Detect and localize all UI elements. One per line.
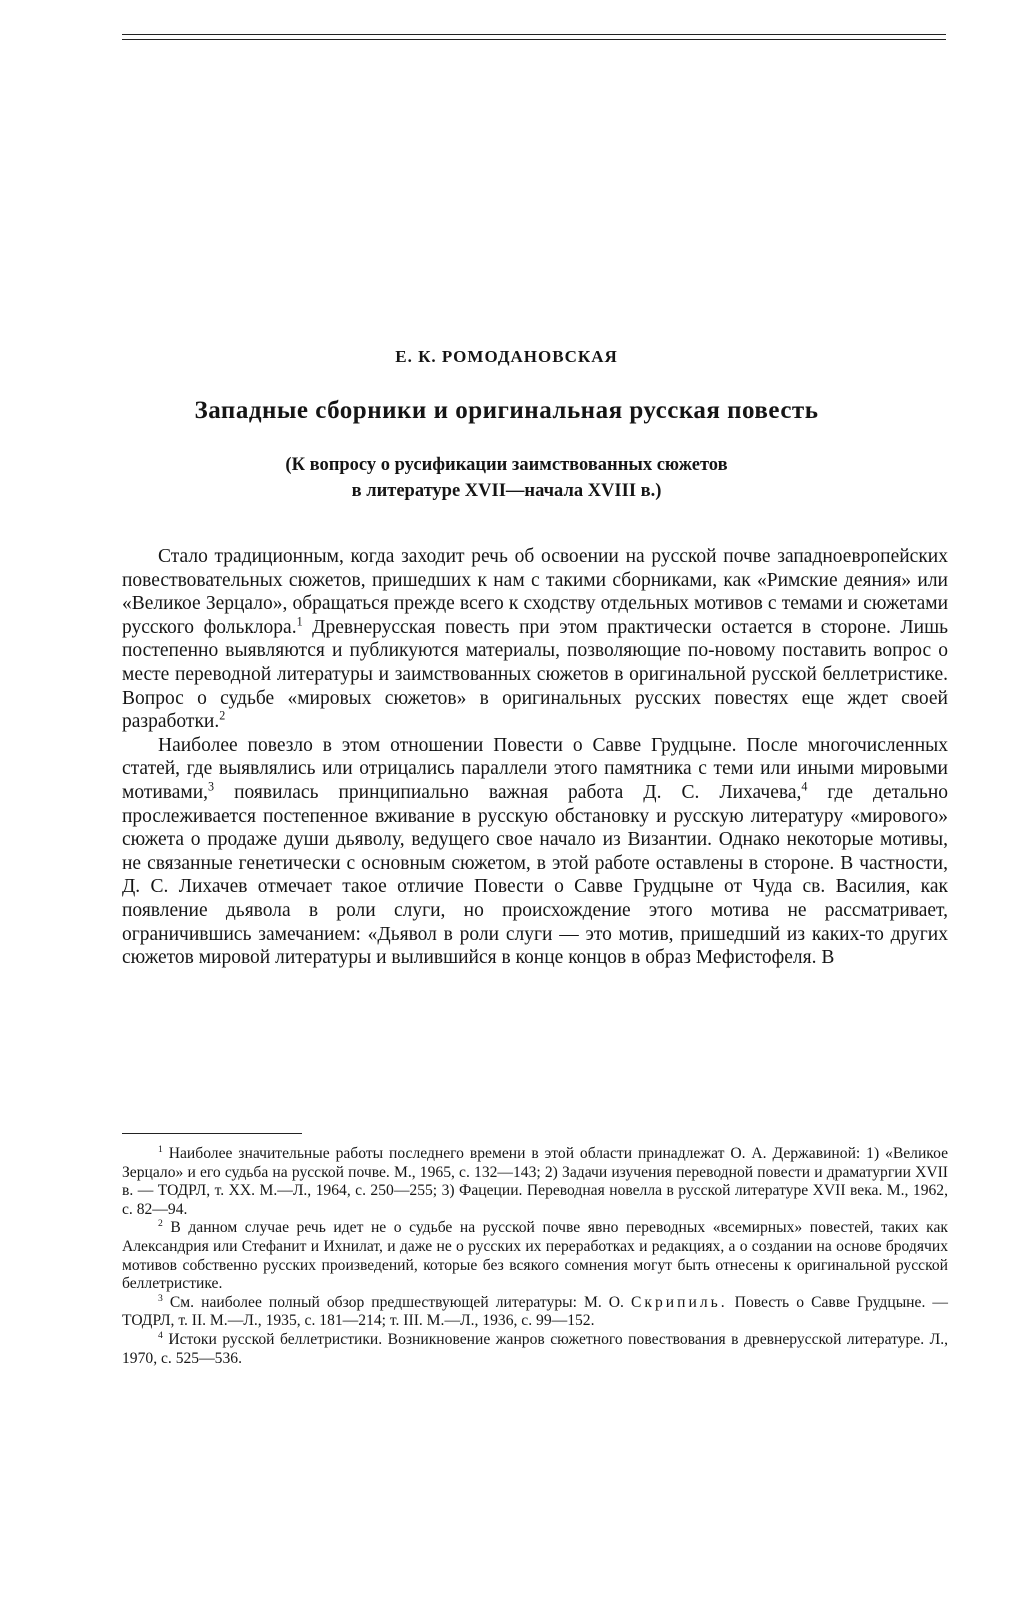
- body-paragraph: [122, 545, 948, 734]
- body-text: Стало традиционным, когда заходит речь об освоении на русской почве западноевропейских повествовательных сюжетов, пришедших к нам с такими сборниками, как «Римские деяния» или «Великое Зерцало», обращаться прежде всего к сходству отдельных мотивов с темами и сюжетами русского фольклора.: [122, 546, 948, 638]
- footnote-text: См. наиболее полный обзор предшествующей литературы: М. О.: [162, 1293, 632, 1311]
- footnote-text: Наиболее значительные работы последнего времени в этой области принадлежат О. А. Державиной: 1) «Великое Зерцало» и его судьба на русской почве. М., 1965, с. 132—143; 2) Задачи изучения переводной повести и драматургии XVII в. — ТОДРЛ, т. XX. М.—Л., 1964, с. 250—255; 3) Фацеции. Переводная новелла в русской литературе XVII века. М., 1962, с. 82—94.: [122, 1145, 948, 1218]
- subtitle-line: (К вопросу о русификации заимствованных сюжетов: [285, 455, 728, 475]
- footnote-ref-4[interactable]: 4: [801, 779, 808, 794]
- footnote-4: [122, 1331, 948, 1368]
- header-rule: [122, 34, 946, 35]
- body-text: Наиболее повезло в этом отношении Повести о Савве Грудцыне. После многочисленных статей, где выявлялись или отрицались параллели этого памятника с теми или иными мировыми мотивами,: [122, 734, 948, 803]
- footnote-text: В данном случае речь идет не о судьбе на русской почве явно переводных «всемирных» повестей, таких как Александрия или Стефанит и Ихнилат, и даже не о русских их переработках и редакциях, а о создании на основе бродячих мотивов собственно русских произведений, которые без всякого сомнения могут быть отнесены к оригинальной русской беллетристике.: [122, 1219, 948, 1293]
- body-text: появилась принципиально важная работа Д. С. Лихачева,: [214, 781, 802, 803]
- body-text: где детально прослеживается постепенное вживание в русскую обстановку и русскую литературу «мирового» сюжета о продаже души дьяволу, ведущего свое начало из Византии. Однако некоторые мотивы, не связанные генетически с основным сюжетом, в этой работе оставлены в стороне. В частности, Д. С. Лихачев отмечает такое отличие Повести о Савве Грудцыне от Чуда св. Василия, как появление дьявола в роли слуги, но происхождение этого мотива не рассматривает, ограничившись замечанием: «Дьявол в роли слуги — это мотив, пришедший из каких-то других сюжетов мировой литературы и вылившийся в конце концов в образ Мефистофеля. В: [122, 781, 948, 969]
- article-author: Е. К. РОМОДАНОВСКАЯ: [395, 347, 618, 366]
- footnote-text: Истоки русской беллетристики. Возникновение жанров сюжетного повествования в древнерусской литературе. Л., 1970, с. 525—536.: [122, 1330, 948, 1367]
- footnote-3: [122, 1294, 948, 1331]
- footnote-number: 3: [158, 1292, 163, 1304]
- body-paragraph: [122, 734, 948, 970]
- article-title: Западные сборники и оригинальная русская повесть: [194, 397, 819, 424]
- footnotes: [122, 1145, 948, 1368]
- footnote-number: 2: [158, 1218, 163, 1230]
- body-text: Древнерусская повесть при этом практически остается в стороне. Лишь постепенно выявляются и публикуются материалы, позволяющие по-новому поставить вопрос о месте переводной литературы и заимствованных сюжетов в оригинальной русской беллетристике. Вопрос о судьбе «мировых сюжетов» в оригинальных русских повестях еще ждет своей разработки.: [122, 616, 948, 733]
- footnote-text: Повесть о Савве Грудцыне. — ТОДРЛ, т. II. М.—Л., 1935, с. 181—214; т. III. М.—Л., 1936, с. 99—152.: [122, 1293, 948, 1330]
- article-body: [122, 545, 948, 970]
- spaced-author-name: Скрипиль.: [631, 1293, 728, 1311]
- footnote-divider: [122, 1133, 302, 1134]
- subtitle-line: в литературе XVII—начала XVIII в.): [351, 481, 662, 501]
- article-subtitle: [0, 452, 1013, 504]
- footnote-number: 4: [158, 1329, 163, 1341]
- footnote-2: [122, 1219, 948, 1293]
- footnote-ref-2[interactable]: 2: [219, 708, 226, 723]
- footnote-ref-3[interactable]: 3: [208, 779, 215, 794]
- footnote-number: 1: [158, 1143, 163, 1155]
- footnote-ref-1[interactable]: 1: [296, 614, 303, 629]
- header-rule-thin: [122, 39, 946, 40]
- footnote-1: [122, 1145, 948, 1219]
